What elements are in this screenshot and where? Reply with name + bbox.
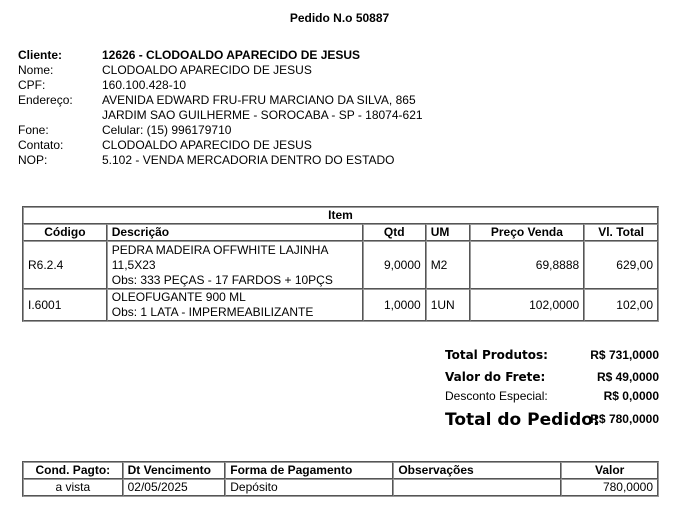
nop-value: 5.102 - VENDA MERCADORIA DENTRO DO ESTADO bbox=[102, 153, 395, 167]
frete-label: Valor do Frete: bbox=[445, 370, 546, 384]
address-row bbox=[18, 93, 423, 108]
order-title: Pedido N.o 50887 bbox=[289, 11, 390, 25]
desconto-value: R$ 0,0000 bbox=[603, 389, 659, 403]
phone-value: Celular: (15) 996179710 bbox=[102, 123, 232, 137]
payment-vencimento: 02/05/2025 bbox=[123, 479, 226, 496]
address-label-empty bbox=[18, 108, 102, 123]
col-dt-vencimento: Dt Vencimento bbox=[123, 462, 226, 479]
cpf-row bbox=[18, 78, 423, 93]
payment-forma: Depósito bbox=[225, 479, 393, 496]
col-cond-pagto: Cond. Pagto: bbox=[23, 462, 123, 479]
item-descricao-line: 11,5X23 bbox=[111, 257, 156, 272]
item-preco: 102,0000 bbox=[470, 289, 585, 321]
payment-header-row bbox=[23, 462, 658, 479]
payment-valor: 780,0000 bbox=[561, 479, 658, 496]
name-value: CLODOALDO APARECIDO DE JESUS bbox=[102, 63, 312, 77]
nop-row bbox=[18, 153, 423, 168]
item-descricao-line: PEDRA MADEIRA OFFWHITE LAJINHA bbox=[111, 242, 329, 257]
name-label: Nome: bbox=[18, 63, 54, 77]
table-row bbox=[23, 241, 658, 289]
payment-table bbox=[22, 461, 659, 497]
col-valor: Valor bbox=[561, 462, 658, 479]
desconto-label: Desconto Especial: bbox=[445, 389, 548, 403]
contact-value: CLODOALDO APARECIDO DE JESUS bbox=[102, 138, 312, 152]
nop-label: NOP: bbox=[18, 153, 48, 167]
phone-row bbox=[18, 123, 423, 138]
item-codigo: I.6001 bbox=[23, 289, 107, 321]
address-row-2 bbox=[18, 108, 423, 123]
cpf-label: CPF: bbox=[18, 78, 46, 92]
item-descricao bbox=[107, 289, 363, 321]
total-produtos-value: R$ 731,0000 bbox=[590, 348, 659, 362]
col-qtd: Qtd bbox=[363, 224, 426, 241]
item-total: 629,00 bbox=[584, 241, 658, 289]
item-qtd: 1,0000 bbox=[363, 289, 426, 321]
address-line-1: AVENIDA EDWARD FRU-FRU MARCIANO DA SILVA, 865 bbox=[102, 93, 416, 107]
client-info bbox=[18, 48, 423, 168]
col-preco-venda: Preço Venda bbox=[470, 224, 585, 241]
contact-row bbox=[18, 138, 423, 153]
col-vl-total: Vl. Total bbox=[584, 224, 658, 241]
name-row bbox=[18, 63, 423, 78]
table-row bbox=[23, 479, 658, 496]
item-obs: Obs: 1 LATA - IMPERMEABILIZANTE bbox=[111, 305, 314, 319]
total-pedido-value: R$ 780,0000 bbox=[590, 412, 659, 426]
phone-label: Fone: bbox=[18, 123, 49, 137]
items-section-title: Item bbox=[23, 207, 658, 224]
col-um: UM bbox=[426, 224, 470, 241]
client-value: 12626 - CLODOALDO APARECIDO DE JESUS bbox=[102, 48, 361, 62]
item-obs: Obs: 333 PEÇAS - 17 FARDOS + 10PÇS bbox=[111, 272, 333, 287]
items-table bbox=[22, 206, 659, 322]
items-section-header bbox=[23, 207, 658, 224]
item-descricao-line: OLEOFUGANTE 900 ML bbox=[111, 290, 246, 304]
address-label: Endereço: bbox=[18, 93, 73, 107]
table-row bbox=[23, 289, 658, 321]
items-header-row bbox=[23, 224, 658, 241]
item-descricao bbox=[107, 241, 363, 289]
item-preco: 69,8888 bbox=[470, 241, 585, 289]
total-produtos-label: Total Produtos: bbox=[445, 348, 548, 362]
contact-label: Contato: bbox=[18, 138, 64, 152]
item-codigo: R6.2.4 bbox=[23, 241, 107, 289]
frete-value: R$ 49,0000 bbox=[596, 370, 659, 384]
item-qtd: 9,0000 bbox=[363, 241, 426, 289]
cpf-value: 160.100.428-10 bbox=[102, 78, 187, 92]
client-label: Cliente: bbox=[18, 48, 63, 62]
item-total: 102,00 bbox=[584, 289, 658, 321]
item-um: 1UN bbox=[426, 289, 470, 321]
client-row bbox=[18, 48, 423, 63]
total-pedido-label: Total do Pedido: bbox=[445, 410, 600, 430]
col-forma-pagamento: Forma de Pagamento bbox=[225, 462, 393, 479]
col-descricao: Descrição bbox=[107, 224, 363, 241]
item-um: M2 bbox=[426, 241, 470, 289]
payment-obs bbox=[393, 479, 561, 496]
payment-cond: a vista bbox=[23, 479, 123, 496]
address-line-2: JARDIM SAO GUILHERME - SOROCABA - SP - 18074-621 bbox=[102, 108, 423, 122]
col-observacoes: Observações bbox=[393, 462, 561, 479]
col-codigo: Código bbox=[23, 224, 107, 241]
